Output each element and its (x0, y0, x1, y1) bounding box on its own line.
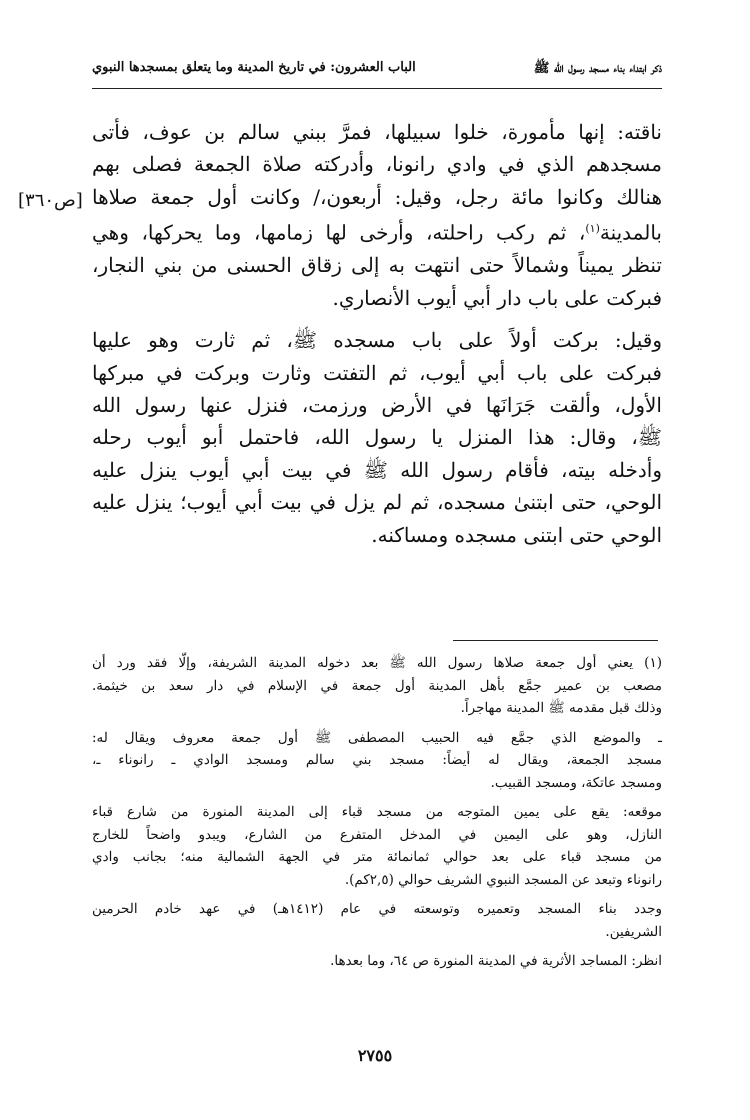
paragraph-2 (92, 324, 662, 551)
footnote-reference-source (92, 950, 662, 973)
text-line: الأول، وألقت جَرَانَها في الأرض ورزمت، فنزل عنها رسول الله (92, 392, 662, 417)
text-line: تنظر يميناً وشمالاً حتى انتهت به إلى زقاق الحسنى من بني النجار، (92, 253, 662, 278)
footnote-line: النازل، وهو على اليمين في المدخل المتفرع من الشارع، ويبدو واضحاً للخارج (92, 826, 662, 843)
footnote-line: موقعه: يقع على يمين المتوجه من مسجد قباء إلى المدينة المنورة من شارع قباء (92, 804, 662, 820)
footnote-line: ـ والموضع الذي جمَّع فيه الحبيب المصطفى ﷺ أول جمعة معروف ويقال له: (92, 729, 662, 746)
text-line: وقيل: بركت أولاً على باب مسجده ﷺ، ثم ثارت وهو عليها (92, 328, 662, 353)
footnotes (92, 652, 662, 980)
text-line: مسجدهم الذي في وادي رانونا، وأدركته صلاة الجمعة فصلى بهم (92, 152, 662, 177)
text-segment: ، ثم ركب راحلته، وأرخى لها زمامها، وما يحركها، وهي (92, 220, 586, 245)
footnote-renovation (92, 898, 662, 943)
footnote-reference: (١) (585, 222, 600, 236)
text-line: ﷺ، وقال: هذا المنزل يا رسول الله، فاحتمل أبو أيوب رحله (92, 425, 662, 450)
footnote-line: انظر: المساجد الأثرية في المدينة المنورة ص ٦٤، وما بعدها. (330, 953, 662, 969)
header-divider (92, 88, 662, 89)
footnote-line: وذلك قبل مقدمه ﷺ المدينة مهاجراً. (460, 700, 662, 716)
header-section-title: ذكر ابتداء بناء مسجد رسول الله ﷺ (533, 61, 662, 76)
page-number: ٢٧٥٥ (357, 1046, 393, 1065)
running-header (92, 58, 662, 86)
footnote-location-names (92, 727, 662, 795)
text-segment: بالمدينة (599, 220, 662, 245)
text-line: الوحي، حتى ابتنىٰ مسجده، ثم لم يزل في بيت أبي أيوب؛ ينزل عليه (92, 490, 662, 515)
footnote-line: مصعب بن عمير جمَّع بأهل المدينة أول جمعة في الإسلام في دار سعد بن خيثمة. (92, 677, 662, 694)
header-chapter-title: الباب العشرون: في تاريخ المدينة وما يتعلق بمسجدها النبوي (92, 60, 416, 75)
main-text (92, 116, 662, 551)
paragraph-1 (92, 116, 662, 314)
footnote-divider (453, 640, 658, 641)
footnote-1 (92, 652, 662, 720)
text-line: فبركت على باب أبي أيوب، ثم التفتت وثارت وبركت في مبركها (92, 360, 662, 385)
text-line (92, 213, 662, 249)
footnote-line: (١) يعني أول جمعة صلاها رسول الله ﷺ بعد دخوله المدينة الشريفة، وإلّا فقد ورد أن (92, 655, 662, 671)
text-line: الوحي حتى ابتنى مسجده ومساكنه. (371, 522, 662, 547)
footnote-line: مسجد الجمعة، ويقال له أيضاً: مسجد بني سالم ومسجد الوادي ـ رانوناء ـ، (92, 752, 662, 768)
margin-page-reference: [ص٣٦٠] (18, 190, 83, 211)
footnote-line: وجدد بناء المسجد وتعميره وتوسعته في عام (١٤١٢هـ) في عهد خادم الحرمين (92, 901, 662, 917)
footnote-line: ومسجد عاتكة، ومسجد القبيب. (490, 774, 662, 791)
footnote-line: رانوناء وتبعد عن المسجد النبوي الشريف حوالي (٢,٥كم). (344, 871, 662, 888)
footnote-line: من مسجد قباء على بعد حوالي ثمانمائة متر في الجهة الشمالية منه؛ بجانب وادي (92, 849, 662, 865)
text-line: هنالك وكانوا مائة رجل، وقيل: أربعون،/ وكانت أول جمعة صلاها (92, 184, 662, 209)
footnote-location (92, 801, 662, 891)
text-line: فبركت على باب دار أبي أيوب الأنصاري. (332, 285, 662, 310)
text-line: ناقته: إنها مأمورة، خلوا سبيلها، فمرَّ ببني سالم بن عوف، فأتى (92, 120, 662, 144)
footnote-line: الشريفين. (605, 923, 662, 940)
text-line: وأدخله بيته، فأقام رسول الله ﷺ في بيت أبي أيوب ينزل عليه (92, 457, 662, 482)
